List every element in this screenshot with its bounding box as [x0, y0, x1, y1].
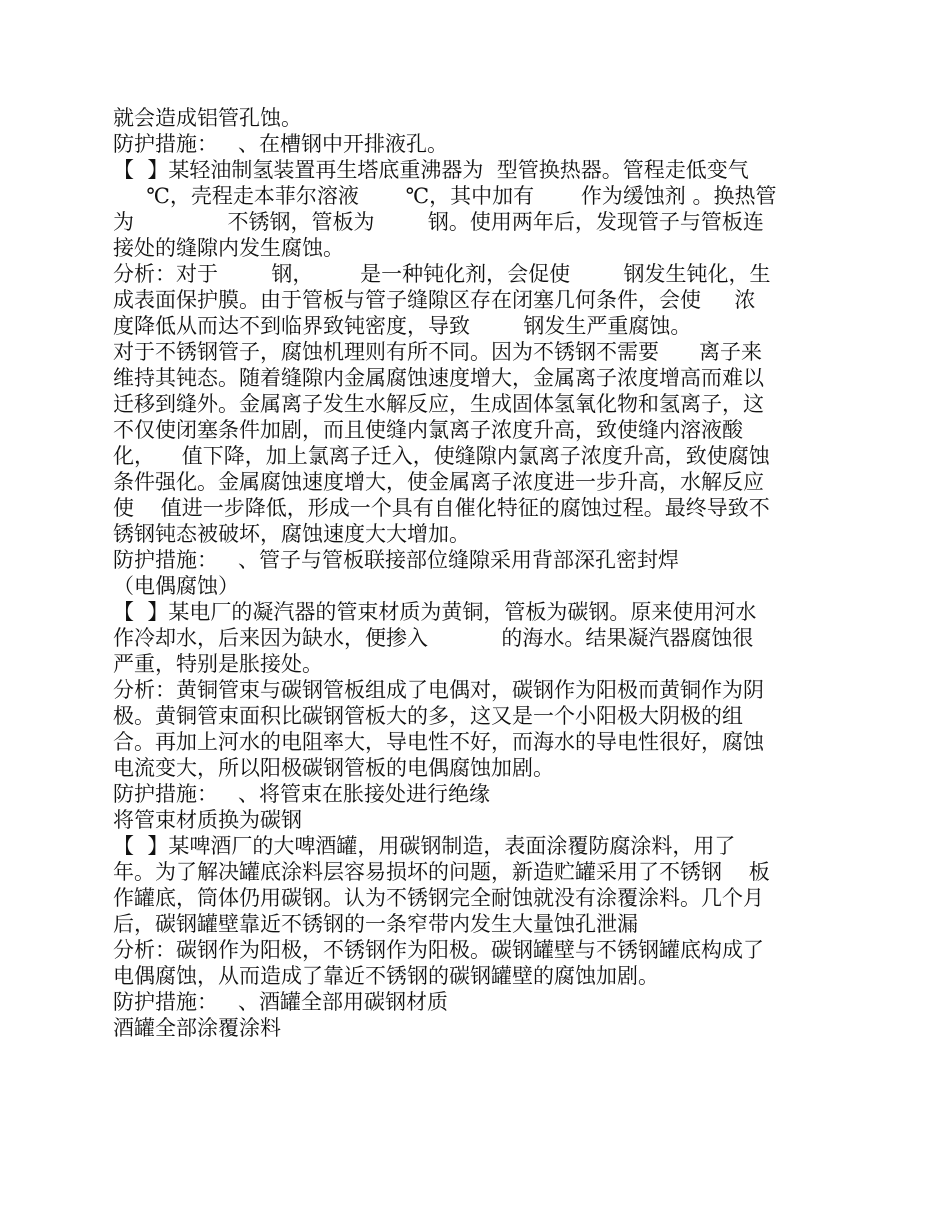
text-line: 防护措施： 、将管束在胀接处进行绝缘	[113, 782, 491, 806]
text-line: 条件强化。金属腐蚀速度增大，使金属离子浓度进一步升高，水解反应	[113, 470, 764, 494]
text-line: 就会造成铝管孔蚀。	[113, 106, 302, 130]
text-line: 使 值进一步降低，形成一个具有自催化特征的腐蚀过程。最终导致不	[113, 496, 770, 520]
text-line: 电流变大，所以阳极碳钢管板的电偶腐蚀加剧。	[113, 756, 554, 780]
text-line: 为 不锈钢，管板为 钢。使用两年后，发现管子与管板连	[113, 210, 764, 234]
text-line: （电偶腐蚀）	[113, 574, 239, 598]
text-line: 【 】某啤酒厂的大啤酒罐，用碳钢制造，表面涂覆防腐涂料，用了	[113, 834, 736, 858]
text-line: 维持其钝态。随着缝隙内金属腐蚀速度增大，金属离子浓度增高而难以	[113, 366, 764, 390]
text-line: 严重，特别是胀接处。	[113, 652, 323, 676]
text-line: 【 】某轻油制氢装置再生塔底重沸器为 型管换热器。管程走低变气	[113, 158, 749, 182]
text-line: 防护措施： 、酒罐全部用碳钢材质	[113, 990, 449, 1014]
text-line: 作冷却水，后来因为缺水，便掺入 的海水。结果凝汽器腐蚀很	[113, 626, 754, 650]
text-line: 作罐底，筒体仍用碳钢。认为不锈钢完全耐蚀就没有涂覆涂料。几个月	[113, 886, 764, 910]
text-line: 电偶腐蚀，从而造成了靠近不锈钢的碳钢罐壁的腐蚀加剧。	[113, 964, 659, 988]
text-line: 极。黄铜管束面积比碳钢管板大的多，这又是一个小阳极大阴极的组	[113, 704, 743, 728]
text-line: 化， 值下降，加上氯离子迁入，使缝隙内氯离子浓度升高，致使腐蚀	[113, 444, 770, 468]
text-line: 迁移到缝外。金属离子发生水解反应，生成固体氢氧化物和氢离子，这	[113, 392, 764, 416]
text-line: 不仅使闭塞条件加剧，而且使缝内氯离子浓度升高，致使缝内溶液酸	[113, 418, 743, 442]
text-line: 将管束材质换为碳钢	[113, 808, 302, 832]
text-line: ℃，壳程走本菲尔溶液 ℃，其中加有 作为缓蚀剂 。换热管	[113, 184, 777, 208]
text-line: 年。为了解决罐底涂料层容易损坏的问题，新造贮罐采用了不锈钢 板	[113, 860, 770, 884]
text-line: 接处的缝隙内发生腐蚀。	[113, 236, 344, 260]
text-line: 合。再加上河水的电阻率大，导电性不好，而海水的导电性很好，腐蚀	[113, 730, 764, 754]
text-line: 锈钢钝态被破坏，腐蚀速度大大增加。	[113, 522, 470, 546]
text-line: 分析：黄铜管束与碳钢管板组成了电偶对，碳钢作为阳极而黄铜作为阴	[113, 678, 764, 702]
text-line: 成表面保护膜。由于管板与管子缝隙区存在闭塞几何条件，会使 浓	[113, 288, 756, 312]
text-line: 后，碳钢罐壁靠近不锈钢的一条窄带内发生大量蚀孔泄漏	[113, 912, 638, 936]
text-line: 酒罐全部涂覆涂料	[113, 1016, 281, 1040]
text-line: 度降低从而达不到临界致钝密度，导致 钢发生严重腐蚀。	[113, 314, 692, 338]
text-line: 【 】某电厂的凝汽器的管束材质为黄铜，管板为碳钢。原来使用河水	[113, 600, 757, 624]
text-line: 分析：碳钢作为阳极，不锈钢作为阳极。碳钢罐壁与不锈钢罐底构成了	[113, 938, 764, 962]
document-body	[113, 105, 838, 1041]
text-line: 防护措施： 、在槽钢中开排液孔。	[113, 132, 449, 156]
text-line: 防护措施： 、管子与管板联接部位缝隙采用背部深孔密封焊	[113, 548, 680, 572]
text-line: 对于不锈钢管子，腐蚀机理则有所不同。因为不锈钢不需要 离子来	[113, 340, 763, 364]
text-line: 分析：对于 钢， 是一种钝化剂，会促使 钢发生钝化，生	[113, 262, 771, 286]
